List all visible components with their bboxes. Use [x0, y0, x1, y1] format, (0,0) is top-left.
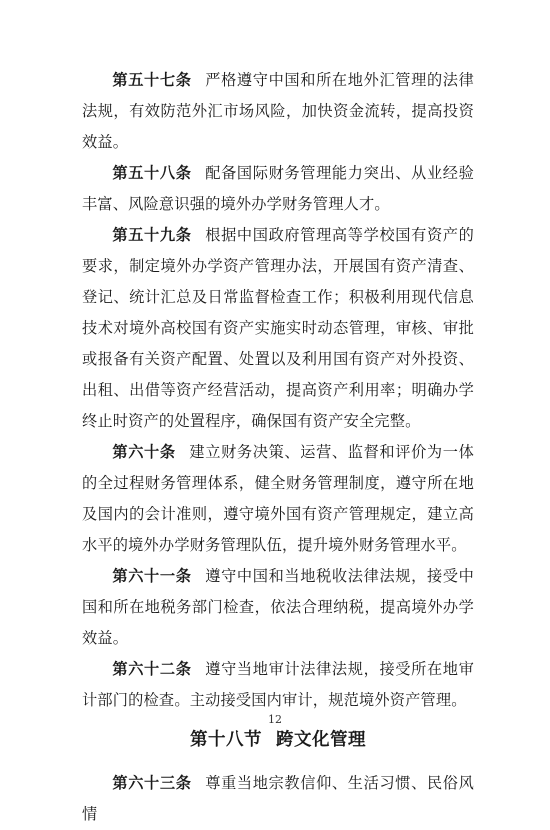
article-label: 第六十三条	[112, 774, 192, 792]
article-63	[82, 768, 474, 830]
article-text: 尊重当地宗教信仰、生活习惯、民俗风情	[82, 774, 475, 823]
article-60	[82, 437, 474, 561]
article-text: 根据中国政府管理高等学校国有资产的要求，制定境外办学资产管理办法，开展国有资产清查、登记、统计汇总及日常监督检查工作；积极利用现代信息技术对境外高校国有资产实施实时动态管理，审核、审批或报备有关资产配置、处置以及利用国有资产对外投资、出租、出借等资产经营活动，提高资产利用率；明确办学终止时资产的处置程序，确保国有资产安全完整。	[82, 226, 475, 430]
article-label: 第五十八条	[112, 164, 192, 182]
section-number: 第十八节	[190, 730, 262, 750]
article-label: 第六十条	[112, 443, 176, 461]
article-62	[82, 654, 474, 716]
article-label: 第五十九条	[112, 226, 192, 244]
article-label: 第六十一条	[112, 567, 192, 585]
article-text: 配备国际财务管理能力突出、从业经验丰富、风险意识强的境外办学财务管理人才。	[82, 164, 475, 213]
article-text: 严格遵守中国和所在地外汇管理的法律法规，有效防范外汇市场风险，加快资金流转，提高投资效益。	[82, 71, 475, 151]
article-label: 第五十七条	[112, 71, 192, 89]
section-heading	[82, 725, 474, 756]
article-text: 建立财务决策、运营、监督和评价为一体的全过程财务管理体系，健全财务管理制度，遵守所在地及国内的会计准则，遵守境外国有资产管理规定，建立高水平的境外办学财务管理队伍，提升境外财务管理水平。	[82, 443, 474, 554]
section-title: 跨文化管理	[276, 730, 366, 750]
article-text: 遵守中国和当地税收法律法规，接受中国和所在地税务部门检查，依法合理纳税，提高境外办学效益。	[82, 567, 475, 647]
page-number: 12	[268, 713, 282, 726]
article-58	[82, 158, 474, 220]
article-57	[82, 65, 474, 158]
article-text: 遵守当地审计法律法规，接受所在地审计部门的检查。主动接受国内审计，规范境外资产管理。	[82, 660, 475, 709]
article-label: 第六十二条	[112, 660, 192, 678]
article-61	[82, 561, 474, 654]
article-59	[82, 220, 474, 437]
